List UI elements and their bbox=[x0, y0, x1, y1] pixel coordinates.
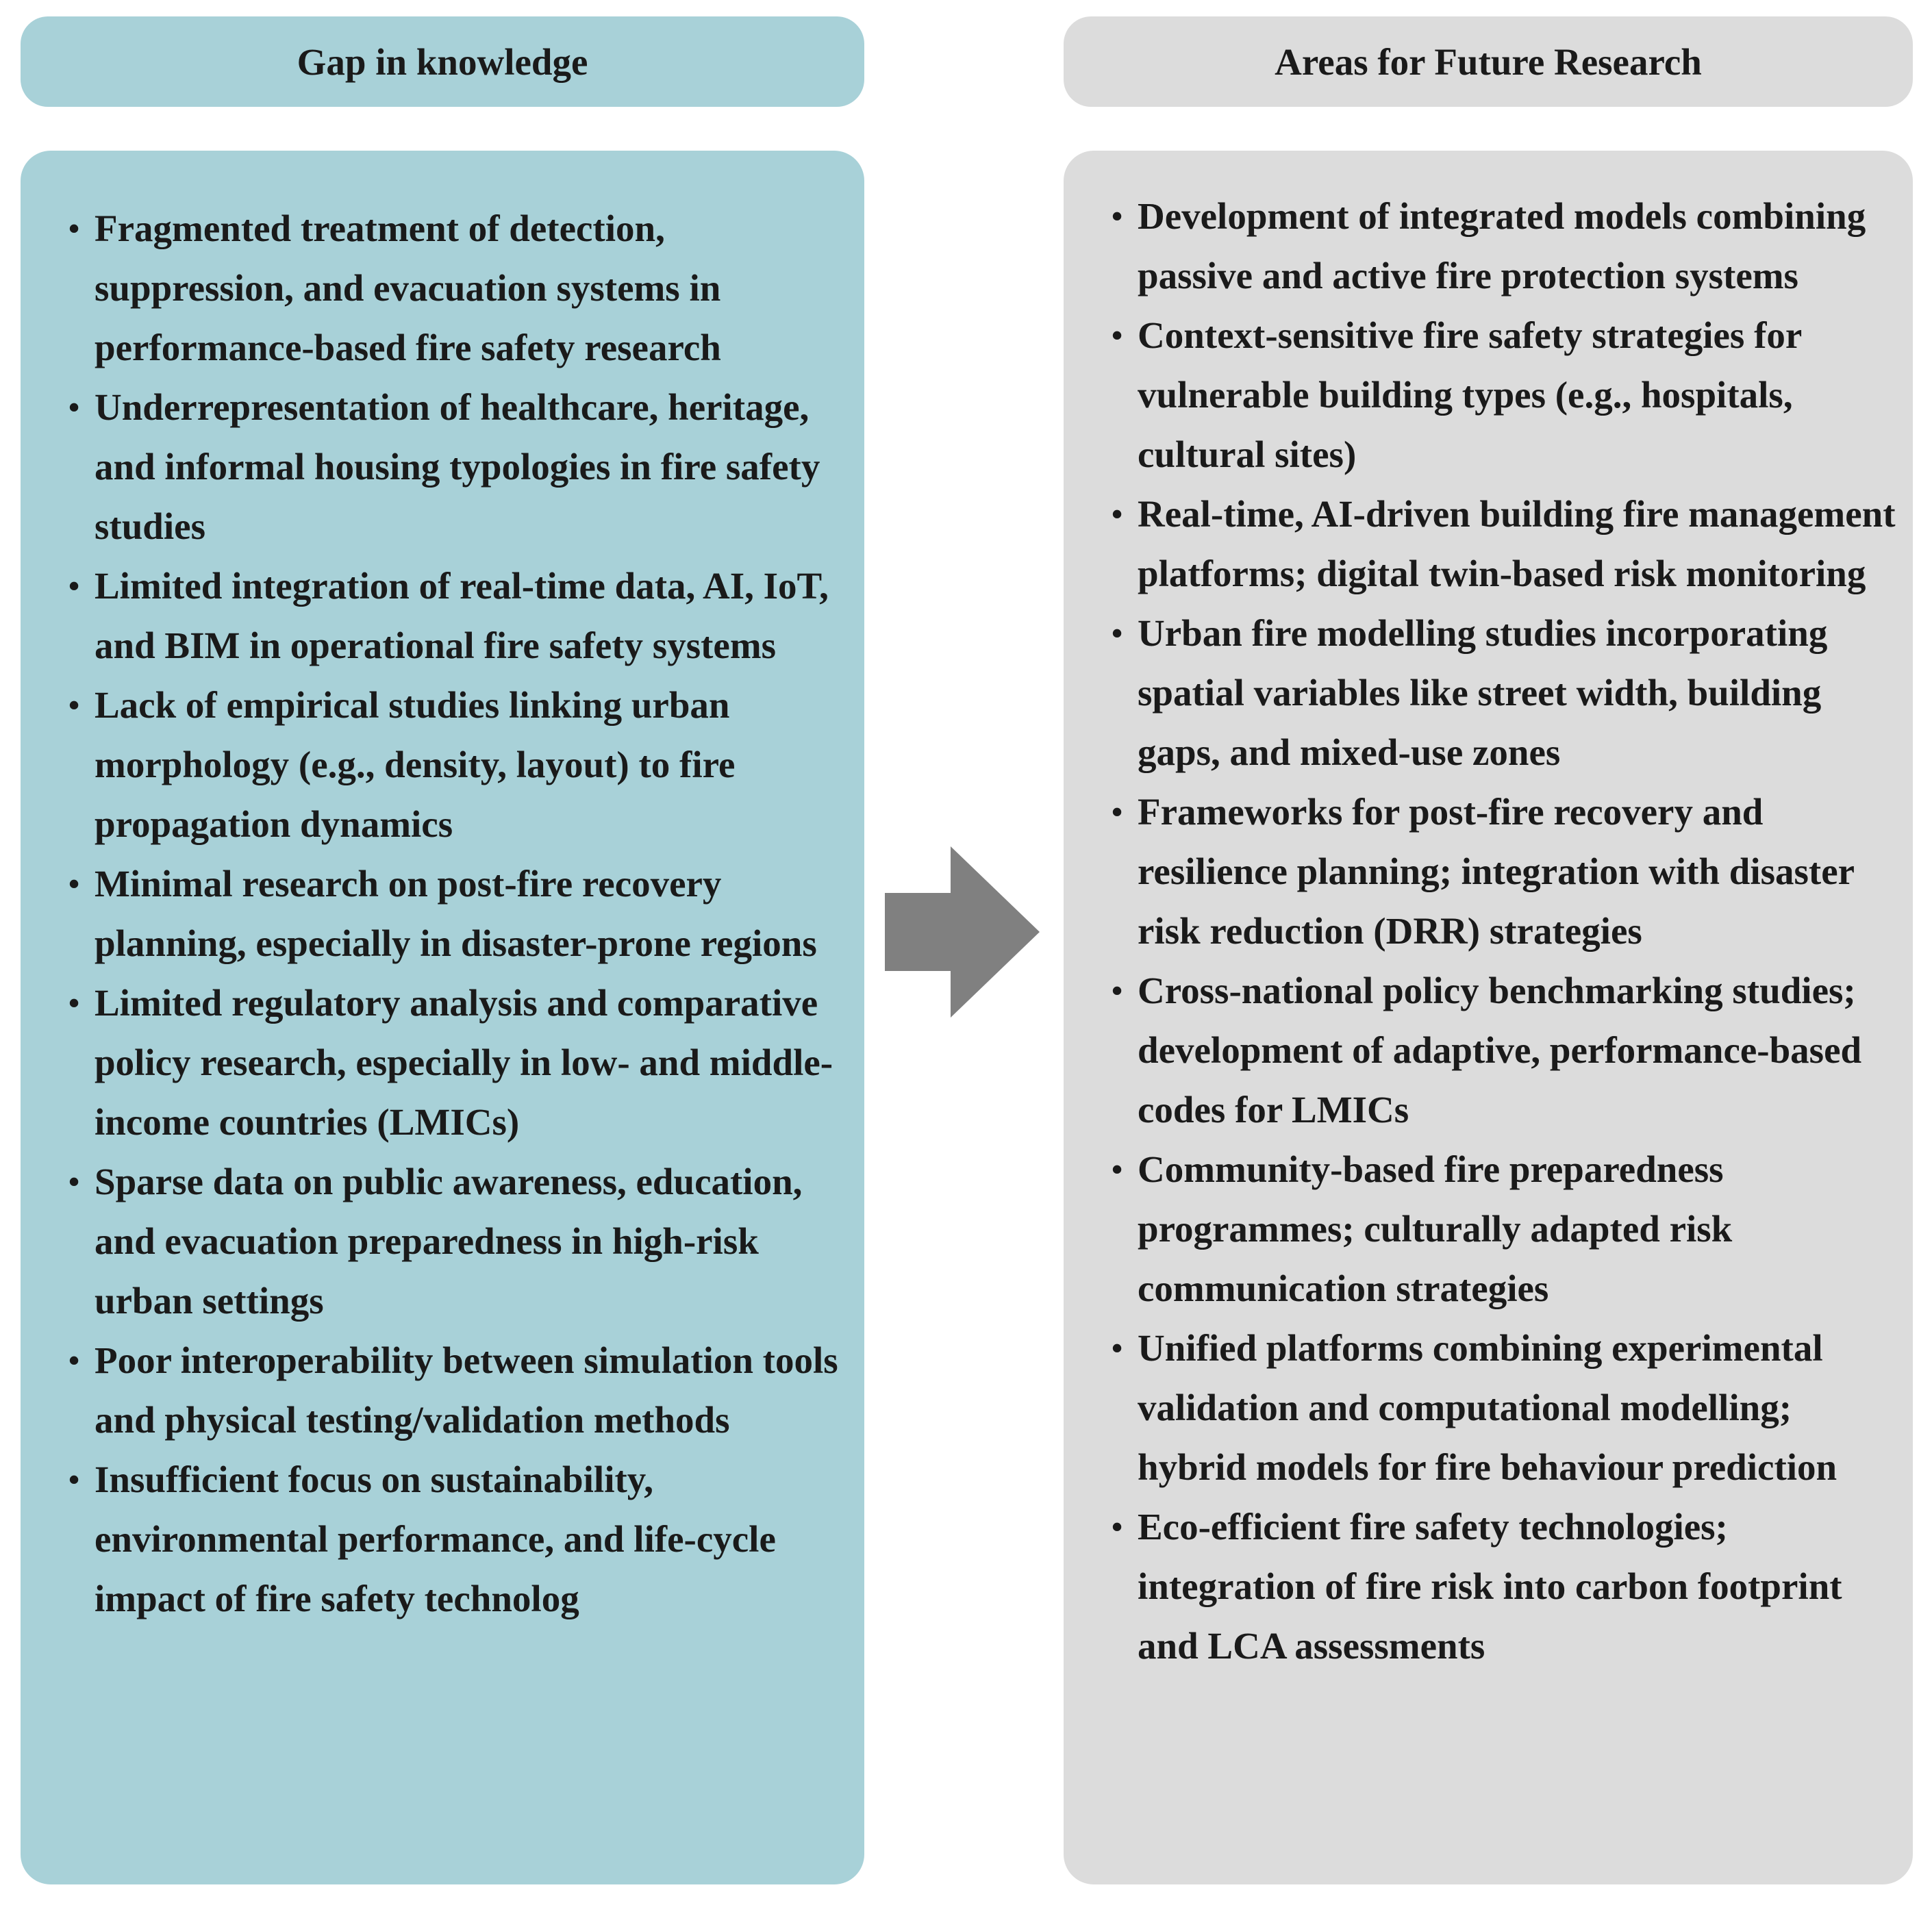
future-research-list bbox=[1112, 186, 1907, 1676]
bullet-icon: • bbox=[68, 866, 80, 901]
gap-item-5 bbox=[68, 854, 857, 973]
gap-item-text: Poor interoperability between simulation tools and physical testing/validation methods bbox=[95, 1339, 838, 1441]
future-item-7 bbox=[1112, 1139, 1907, 1318]
future-item-4 bbox=[1112, 603, 1907, 782]
gap-item-text: Sparse data on public awareness, education, and evacuation preparedness in high-risk urban settings bbox=[95, 1161, 803, 1322]
bullet-icon: • bbox=[68, 1343, 80, 1378]
gap-item-6 bbox=[68, 973, 857, 1152]
future-item-1 bbox=[1112, 186, 1907, 305]
future-item-2 bbox=[1112, 305, 1907, 484]
bullet-icon: • bbox=[1112, 199, 1123, 234]
gap-in-knowledge-panel bbox=[21, 151, 864, 1884]
arrow-shape bbox=[885, 846, 1040, 1018]
gap-item-2 bbox=[68, 377, 857, 556]
bullet-icon: • bbox=[68, 568, 80, 603]
future-item-text: Community-based fire preparedness programmes; culturally adapted risk communication strategies bbox=[1138, 1148, 1733, 1309]
gap-in-knowledge-list bbox=[68, 199, 857, 1628]
gap-in-knowledge-title: Gap in knowledge bbox=[297, 40, 588, 83]
bullet-icon: • bbox=[68, 390, 80, 425]
right-arrow-icon bbox=[885, 846, 1040, 1018]
future-item-8 bbox=[1112, 1318, 1907, 1497]
future-item-text: Urban fire modelling studies incorporating spatial variables like street width, building gaps, and mixed-use zones bbox=[1138, 612, 1828, 773]
gap-item-text: Minimal research on post-fire recovery planning, especially in disaster-prone regions bbox=[95, 863, 817, 964]
future-item-text: Unified platforms combining experimental validation and computational modelling; hybrid models for fire behaviour prediction bbox=[1138, 1327, 1837, 1488]
gap-item-text: Lack of empirical studies linking urban morphology (e.g., density, layout) to fire propagation dynamics bbox=[95, 684, 736, 845]
bullet-icon: • bbox=[1112, 318, 1123, 353]
gap-item-text: Limited regulatory analysis and comparative policy research, especially in low- and middle-income countries (LMICs) bbox=[95, 982, 833, 1143]
future-item-3 bbox=[1112, 484, 1907, 603]
gap-item-1 bbox=[68, 199, 857, 377]
future-research-header bbox=[1064, 16, 1913, 107]
future-item-text: Context-sensitive fire safety strategies for vulnerable building types (e.g., hospitals, cultural sites) bbox=[1138, 314, 1802, 475]
future-item-text: Real-time, AI-driven building fire management platforms; digital twin-based risk monitoring bbox=[1138, 493, 1896, 594]
future-item-6 bbox=[1112, 961, 1907, 1139]
bullet-icon: • bbox=[68, 985, 80, 1020]
gap-item-text: Limited integration of real-time data, AI, IoT, and BIM in operational fire safety systems bbox=[95, 565, 829, 666]
future-research-title: Areas for Future Research bbox=[1275, 40, 1702, 83]
bullet-icon: • bbox=[1112, 616, 1123, 651]
gap-item-4 bbox=[68, 675, 857, 854]
bullet-icon: • bbox=[68, 211, 80, 246]
gap-item-text: Underrepresentation of healthcare, heritage, and informal housing typologies in fire safety studies bbox=[95, 386, 820, 547]
future-item-text: Cross-national policy benchmarking studies; development of adaptive, performance-based codes for LMICs bbox=[1138, 970, 1862, 1131]
gap-item-text: Fragmented treatment of detection, suppression, and evacuation systems in performance-based fire safety research bbox=[95, 207, 721, 368]
bullet-icon: • bbox=[1112, 973, 1123, 1008]
bullet-icon: • bbox=[1112, 496, 1123, 531]
future-research-panel bbox=[1064, 151, 1913, 1884]
bullet-icon: • bbox=[68, 1164, 80, 1199]
bullet-icon: • bbox=[1112, 1330, 1123, 1365]
gap-item-9 bbox=[68, 1450, 857, 1628]
gap-item-8 bbox=[68, 1330, 857, 1450]
bullet-icon: • bbox=[1112, 1152, 1123, 1187]
future-item-5 bbox=[1112, 782, 1907, 961]
future-item-text: Development of integrated models combining passive and active fire protection systems bbox=[1138, 195, 1866, 297]
gap-item-3 bbox=[68, 556, 857, 675]
future-item-text: Eco-efficient fire safety technologies; integration of fire risk into carbon footprint and LCA assessments bbox=[1138, 1506, 1842, 1667]
bullet-icon: • bbox=[1112, 794, 1123, 829]
bullet-icon: • bbox=[68, 1462, 80, 1497]
bullet-icon: • bbox=[1112, 1509, 1123, 1544]
gap-item-text: Insufficient focus on sustainability, environmental performance, and life-cycle impact of fire safety technolog bbox=[95, 1459, 776, 1619]
bullet-icon: • bbox=[68, 687, 80, 722]
gap-item-7 bbox=[68, 1152, 857, 1330]
future-item-9 bbox=[1112, 1497, 1907, 1676]
gap-in-knowledge-header bbox=[21, 16, 864, 107]
future-item-text: Frameworks for post-fire recovery and resilience planning; integration with disaster risk reduction (DRR) strategies bbox=[1138, 791, 1855, 952]
